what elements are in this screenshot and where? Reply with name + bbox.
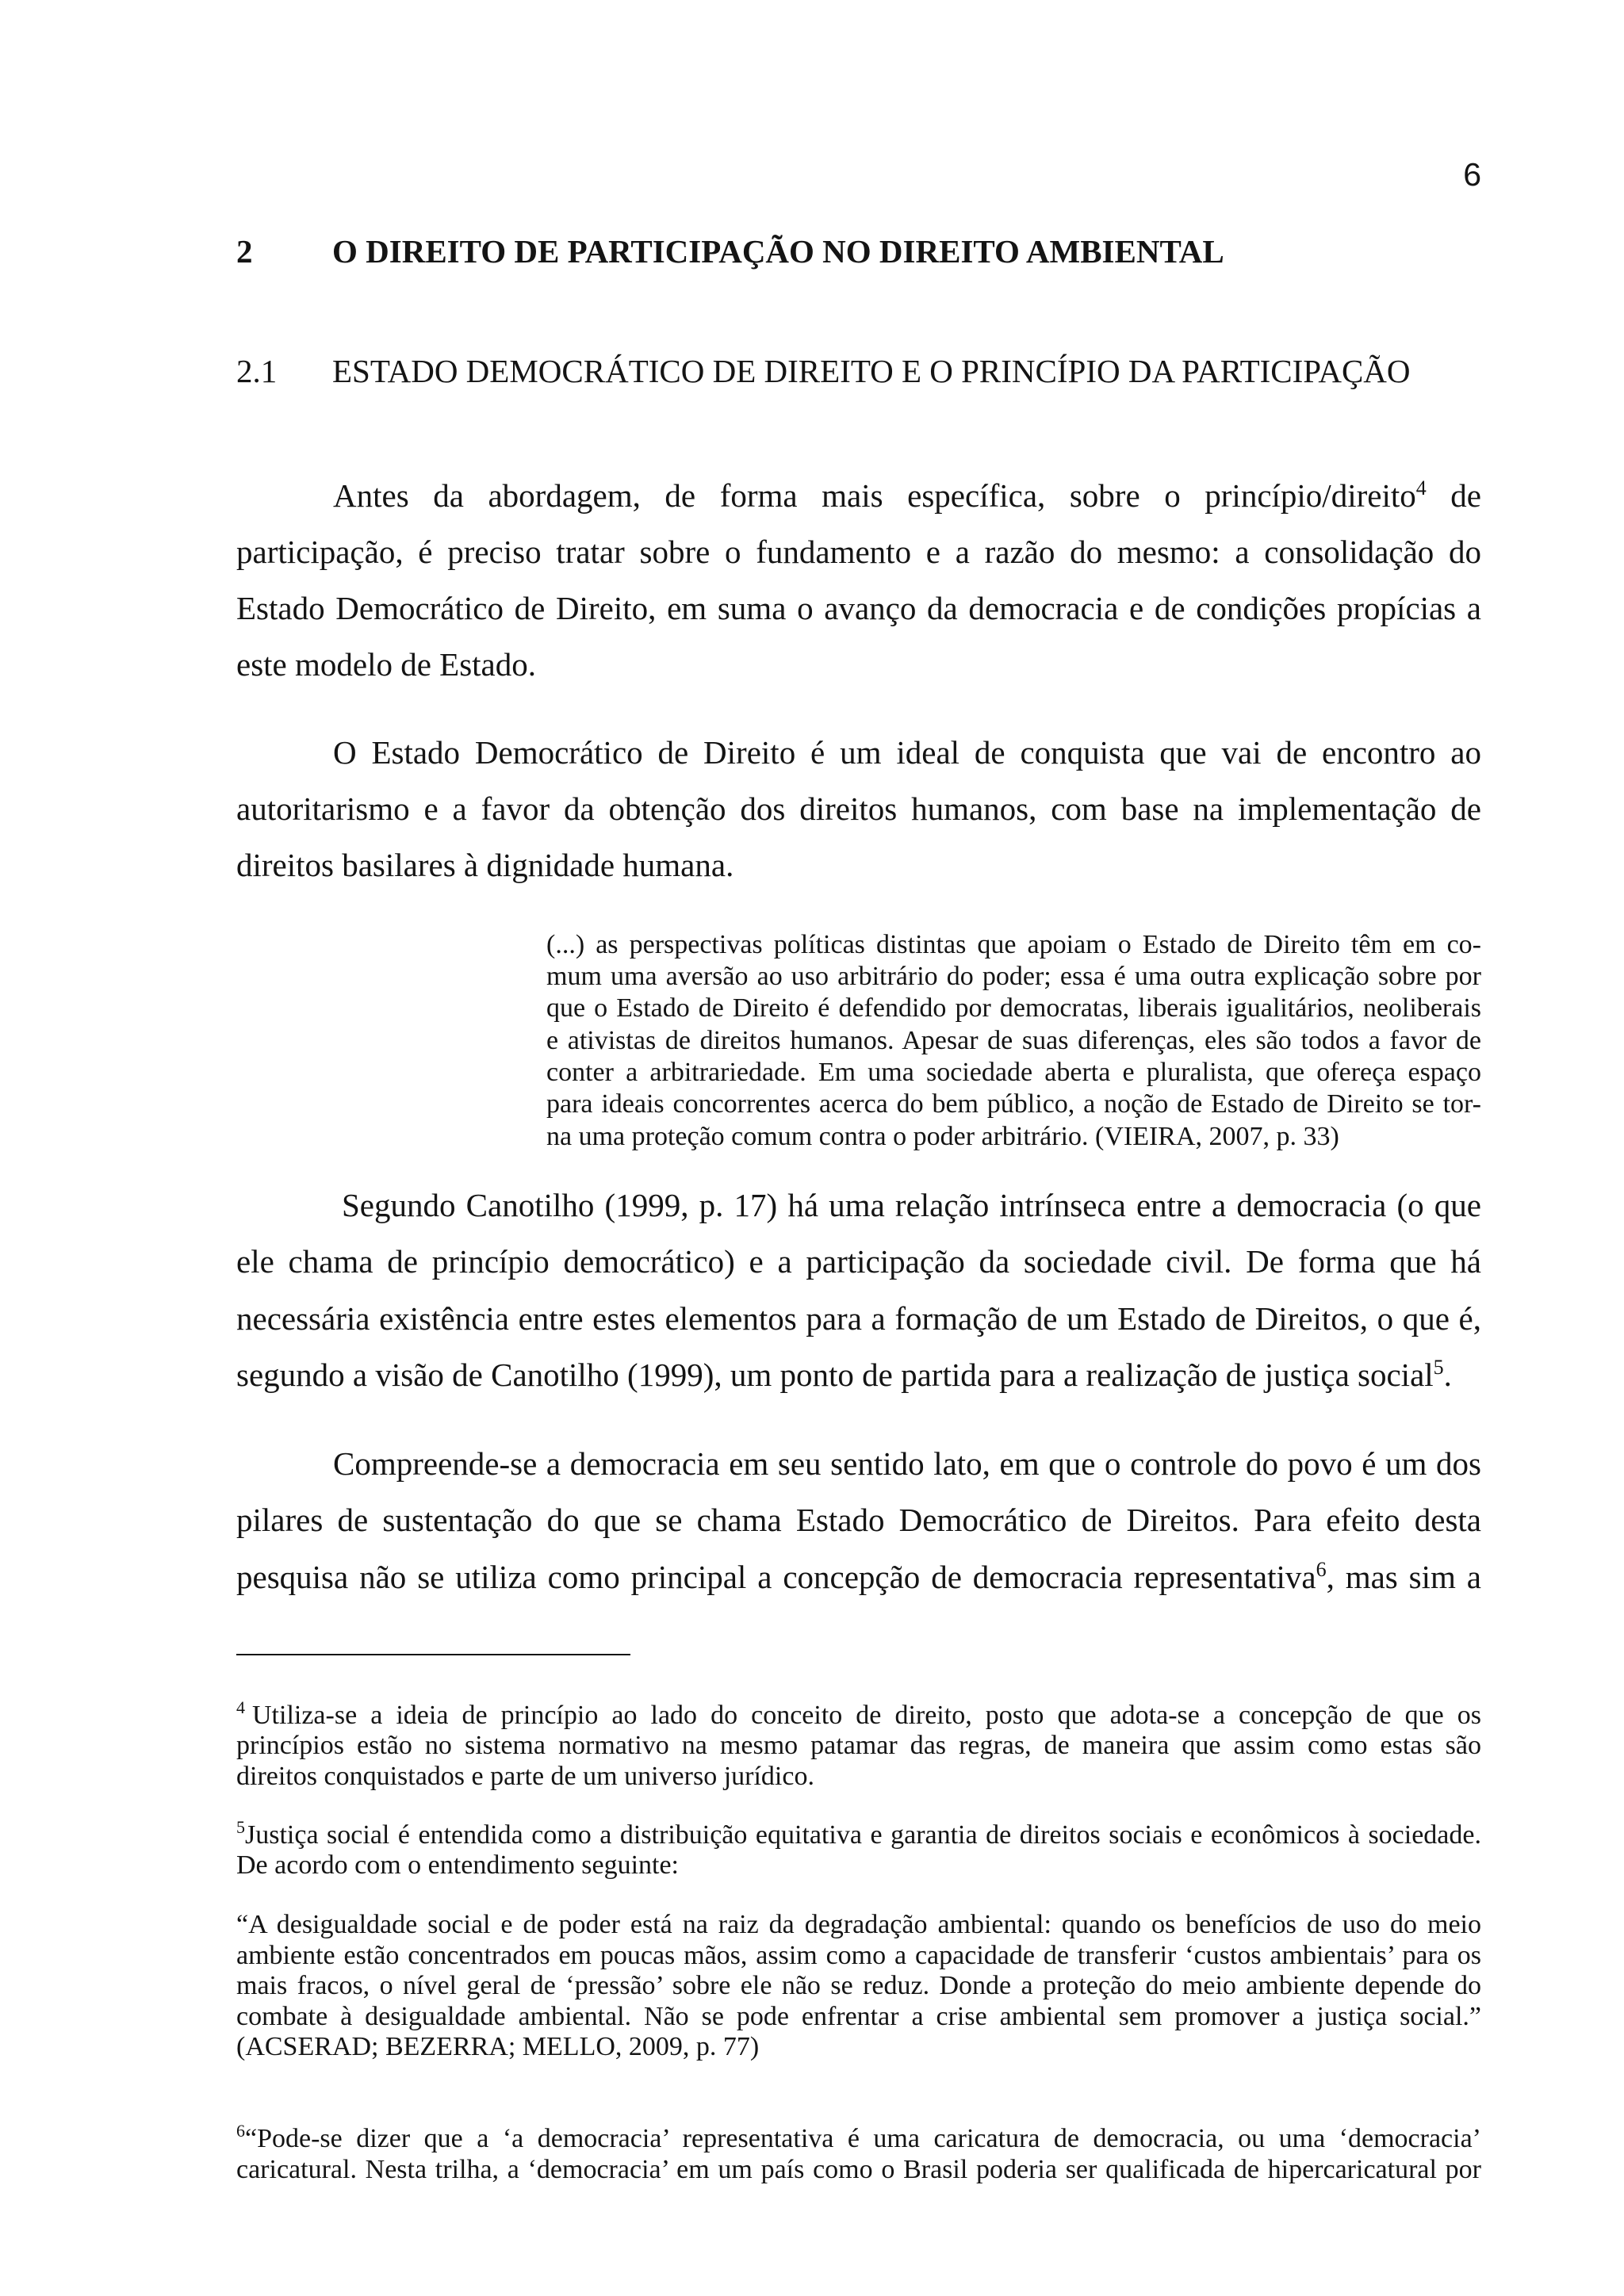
text-line: participação, é preciso tratar sobre o fundamento e a razão do mesmo: a consolidação do [236, 533, 1481, 570]
quote-line: conter a arbitrariedade. Em uma sociedade aberta e pluralista, que ofereça espaço [546, 1057, 1481, 1087]
footnote-line: princípios estão no sistema normativo na mesmo patamar das regras, de maneira que assim como estas são [236, 1731, 1481, 1761]
footnote-6 [236, 2121, 1481, 2185]
footnote-line: mais fracos, o nível geral de ‘pressão’ sobre ele não se reduz. Donde a proteção do meio ambiente depende do [236, 1971, 1481, 2001]
text-run: segundo a visão de Canotilho (1999), um ponto de partida para a realização de justiça social [236, 1356, 1434, 1393]
footnote-mark: 6 [236, 2121, 245, 2141]
footnote-mark: 5 [236, 1816, 245, 1837]
text-line: Segundo Canotilho (1999, p. 17) há uma relação intrínseca entre a democracia (o que [342, 1187, 1481, 1223]
footnote-4 [236, 1697, 1481, 1793]
text-line [236, 1347, 1481, 1403]
footnote-line: direitos conquistados e parte de um universo jurídico. [236, 1761, 814, 1791]
footnote-line: (ACSERAD; BEZERRA; MELLO, 2009, p. 77) [236, 2032, 760, 2062]
text-line [236, 468, 1481, 524]
block-quote [546, 929, 1481, 1153]
footnote-line [236, 1816, 1481, 1851]
section-title: ESTADO DEMOCRÁTICO DE DIREITO E O PRINCÍPIO DA PARTICIPAÇÃO [332, 353, 1411, 389]
text-run: Utiliza-se a ideia de princípio ao lado do conceito de direito, posto que adota-se a concepção de que os [252, 1700, 1481, 1730]
paragraph-2 [236, 725, 1481, 894]
text-run: Justiça social é entendida como a distribuição equitativa e garantia de direitos sociais e econômicos à sociedade. [245, 1820, 1481, 1850]
footnote-line [236, 2121, 1481, 2155]
text-line: Estado Democrático de Direito, em suma o avanço da democracia e de condições propícias a [236, 590, 1481, 627]
text-line [236, 1549, 1481, 1605]
footnote-line: caricatural. Nesta trilha, a ‘democracia’ em um país como o Brasil poderia ser qualificada de hipercaricatural por [236, 2154, 1481, 2184]
section-heading [236, 343, 1481, 400]
footnote-ref-4: 4 [1415, 476, 1427, 499]
text-run: , mas sim a [1326, 1558, 1481, 1595]
text-run: pesquisa não se utiliza como principal a concepção de democracia representativa [236, 1558, 1316, 1595]
quote-line: para ideais concorrentes acerca do bem público, a noção de Estado de Direito se tor- [546, 1089, 1481, 1119]
footnote-ref-5: 5 [1433, 1355, 1444, 1379]
text-run: de [1426, 476, 1481, 514]
chapter-title: O DIREITO DE PARTICIPAÇÃO NO DIREITO AMBIENTAL [332, 233, 1224, 270]
text-line: pilares de sustentação do que se chama Estado Democrático de Direitos. Para efeito desta [236, 1502, 1481, 1539]
footnote-line: ambiente estão concentrados em poucas mãos, assim como a capacidade de transferir ‘custos ambientais’ para os [236, 1940, 1481, 1970]
quote-line: e ativistas de direitos humanos. Apesar de suas diferenças, eles são todos a favor de [546, 1025, 1481, 1055]
footnote-5 [236, 1816, 1481, 1881]
footnote-separator [236, 1654, 630, 1655]
footnote-line [236, 1697, 1481, 1732]
footnote-line: combate à desigualdade ambiental. Não se pode enfrentar a crise ambiental sem promover a justiça social.” [236, 2001, 1481, 2031]
text-run: . [1443, 1356, 1452, 1393]
quote-line: que o Estado de Direito é defendido por democratas, liberais igualitários, neoliberais [546, 993, 1481, 1024]
text-line: O Estado Democrático de Direito é um ideal de conquista que vai de encontro ao [333, 733, 1481, 771]
quote-line: na uma proteção comum contra o poder arbitrário. (VIEIRA, 2007, p. 33) [546, 1121, 1339, 1151]
text-line: Compreende-se a democracia em seu sentido lato, em que o controle do povo é um dos [333, 1445, 1481, 1482]
text-run: “Pode-se dizer que a ‘a democracia’ representativa é uma caricatura de democracia, ou uma ‘democracia’ [245, 2124, 1481, 2153]
section-number: 2.1 [236, 353, 278, 389]
footnote-mark: 4 [236, 1697, 245, 1717]
footnote-line: De acordo com o entendimento seguinte: [236, 1850, 679, 1881]
text-line: necessária existência entre estes elementos para a formação de um Estado de Direitos, o que é, [236, 1299, 1481, 1337]
text-line: direitos basilares à dignidade humana. [236, 847, 734, 884]
text-run: Antes da abordagem, de forma mais específica, sobre o princípio/direito [333, 476, 1416, 514]
page-number: 6 [1463, 156, 1481, 193]
footnote-ref-6: 6 [1316, 1557, 1327, 1581]
paragraph-1 [236, 468, 1481, 694]
text-line: este modelo de Estado. [236, 646, 537, 683]
quote-line: (...) as perspectivas políticas distintas que apoiam o Estado de Direito têm em co- [546, 929, 1481, 959]
chapter-heading [236, 224, 1481, 280]
text-line: autoritarismo e a favor da obtenção dos direitos humanos, com base na implementação de [236, 790, 1481, 827]
paragraph-4 [236, 1436, 1481, 1605]
paragraph-3 [236, 1177, 1481, 1403]
footnote-5-quote [236, 1910, 1481, 2063]
text-line: ele chama de princípio democrático) e a participação da sociedade civil. De forma que há [236, 1243, 1481, 1280]
quote-line: mum uma aversão ao uso arbitrário do poder; essa é uma outra explicação sobre por [546, 961, 1481, 991]
chapter-number: 2 [236, 233, 253, 270]
footnote-line: “A desigualdade social e de poder está na raiz da degradação ambiental: quando os benefícios de uso do meio [236, 1910, 1481, 1939]
